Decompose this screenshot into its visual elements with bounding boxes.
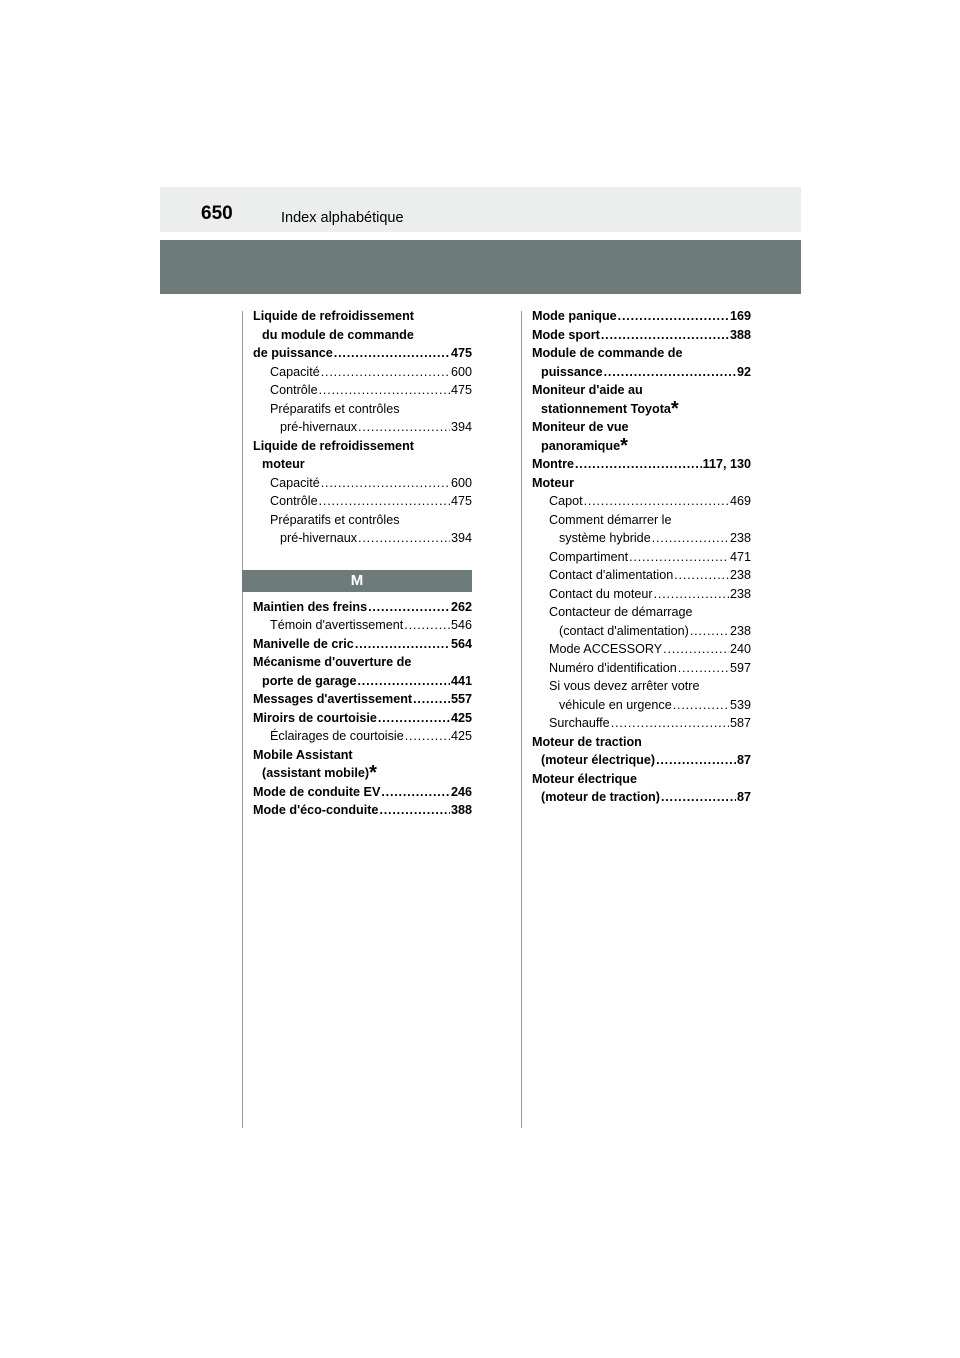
entry-text: Mode de conduite EV [253, 784, 381, 799]
entry-text: Contact d'alimentation [549, 568, 674, 582]
index-column-left [253, 307, 472, 820]
dot-leader [334, 344, 450, 363]
dot-leader [404, 616, 450, 635]
entry-text: moteur [262, 457, 305, 471]
index-entry [253, 418, 472, 437]
entry-text: véhicule en urgence [559, 697, 672, 712]
entry-text: Module de commande de [532, 346, 683, 360]
index-entry [253, 437, 472, 456]
index-entry [253, 307, 472, 326]
entry-text: Compartiment [549, 549, 629, 564]
dot-leader [413, 690, 450, 709]
dot-leader [673, 696, 729, 715]
index-entry [253, 381, 472, 400]
index-entry [532, 434, 751, 457]
index-entry [532, 714, 751, 733]
index-entry [253, 492, 472, 511]
entry-text: Liquide de refroidissement [253, 438, 414, 453]
index-entry [253, 474, 472, 493]
index-entry [532, 548, 751, 567]
entry-text: (moteur de traction) [541, 790, 660, 804]
entry-text: Contrôle [270, 383, 318, 397]
index-entry [253, 326, 472, 345]
index-entry [532, 566, 751, 585]
page-reference: 238 [729, 531, 751, 545]
index-column-right [532, 307, 751, 807]
asterisk-icon: * [369, 762, 377, 784]
page-reference: 475 [450, 383, 472, 397]
page-reference: 557 [450, 692, 472, 706]
entry-text: Préparatifs et contrôles [270, 401, 400, 416]
page-reference: 394 [450, 531, 472, 545]
entry-text: Mobile Assistant [253, 747, 353, 762]
page-reference: 238 [729, 568, 751, 582]
page-reference: 475 [450, 494, 472, 508]
entry-text: porte de garage [262, 673, 357, 688]
index-entry [532, 397, 751, 420]
dot-leader [661, 788, 736, 807]
index-entry [532, 751, 751, 770]
entry-text: Moteur électrique [532, 771, 637, 786]
entry-text: système hybride [559, 531, 651, 545]
index-entry [532, 640, 751, 659]
entry-text: Messages d'avertissement [253, 692, 413, 706]
entry-text: de puissance [253, 346, 333, 360]
page-reference: 546 [450, 618, 472, 632]
index-entry [532, 770, 751, 789]
index-entry [253, 363, 472, 382]
dot-leader [678, 659, 729, 678]
page-reference: 238 [729, 586, 751, 601]
dot-leader [319, 492, 450, 511]
page-reference: 539 [729, 697, 751, 712]
entry-text: Témoin d'avertissement [270, 618, 404, 632]
entry-text: Montre [532, 457, 574, 471]
left-column-rule [242, 311, 243, 1128]
entry-text: Capot [549, 494, 583, 508]
index-entry [532, 474, 751, 493]
index-entry [532, 659, 751, 678]
entry-text: Si vous devez arrêter votre [549, 679, 700, 693]
index-entry [532, 733, 751, 752]
page-reference: 394 [450, 420, 472, 434]
dot-leader [358, 418, 450, 437]
dot-leader [656, 751, 736, 770]
index-entry [253, 801, 472, 820]
index-entry [253, 400, 472, 419]
index-entry [532, 363, 751, 382]
page-reference: 597 [729, 660, 751, 675]
entry-text: Mode d'éco-conduite [253, 803, 379, 817]
dot-leader [319, 381, 450, 400]
index-group [253, 437, 472, 548]
page-reference: 388 [450, 803, 472, 817]
entry-text: Mode panique [532, 309, 617, 323]
dot-leader [618, 307, 729, 326]
entry-text: Contacteur de démarrage [549, 605, 693, 619]
index-entry [532, 455, 751, 474]
dot-leader [405, 727, 450, 746]
entry-text: Maintien des freins [253, 599, 368, 614]
index-entry [532, 326, 751, 345]
page-reference: 87 [736, 790, 751, 804]
index-entry [253, 635, 472, 654]
dot-leader [604, 363, 736, 382]
index-block-bottom [253, 598, 472, 820]
index-entry [253, 764, 472, 783]
index-entry [253, 653, 472, 672]
page-reference: 469 [729, 494, 751, 508]
index-entry [253, 727, 472, 746]
index-entry [532, 788, 751, 807]
page-reference: 117, 130 [702, 457, 751, 471]
index-entry [532, 344, 751, 363]
header-bar [160, 187, 801, 232]
dot-leader [674, 566, 729, 585]
page-reference: 600 [450, 475, 472, 490]
dot-leader [690, 622, 729, 641]
entry-text: Mode ACCESSORY [549, 642, 663, 656]
index-entry [253, 616, 472, 635]
page-reference: 388 [729, 327, 751, 342]
page-number: 650 [201, 203, 233, 224]
index-entry [532, 585, 751, 604]
index-entry [532, 529, 751, 548]
index-entry [532, 622, 751, 641]
dot-leader [378, 709, 450, 728]
page-reference: 169 [729, 309, 751, 323]
header-band [160, 240, 801, 294]
asterisk-icon: * [620, 434, 628, 457]
index-entry [253, 455, 472, 474]
entry-text: Miroirs de courtoisie [253, 710, 377, 725]
dot-leader [321, 363, 450, 382]
entry-text: (assistant mobile)* [262, 762, 377, 784]
dot-leader [654, 585, 729, 604]
index-block-top [253, 307, 472, 548]
entry-text: Moteur de traction [532, 734, 642, 749]
entry-text: Préparatifs et contrôles [270, 512, 400, 527]
dot-leader [611, 714, 729, 733]
letter-heading: M [242, 570, 472, 592]
entry-text: puissance [541, 364, 603, 379]
dot-leader [379, 801, 450, 820]
entry-text: Liquide de refroidissement [253, 309, 414, 323]
index-entry [532, 381, 751, 400]
index-entry [253, 511, 472, 530]
entry-text: Capacité [270, 364, 320, 379]
index-entry [532, 492, 751, 511]
page-reference: 87 [736, 753, 751, 767]
entry-text: (contact d'alimentation) [559, 623, 689, 638]
index-entry [532, 511, 751, 530]
right-column-rule [521, 311, 522, 1128]
entry-text: Comment démarrer le [549, 512, 672, 527]
page-reference: 587 [729, 716, 751, 730]
entry-text: Surchauffe [549, 716, 610, 730]
index-entry [532, 418, 751, 437]
entry-text: Manivelle de cric [253, 636, 354, 651]
entry-text: Moniteur d'aide au [532, 383, 643, 397]
index-entry [532, 677, 751, 696]
index-entry [253, 690, 472, 709]
page-reference: 246 [450, 784, 472, 799]
page-reference: 238 [729, 623, 751, 638]
dot-leader [368, 598, 450, 617]
entry-text: Mode sport [532, 327, 600, 342]
dot-leader [601, 326, 729, 345]
entry-text: panoramique* [541, 434, 628, 457]
entry-text: du module de commande [262, 327, 414, 342]
entry-text: pré-hivernaux [280, 420, 358, 434]
dot-leader [584, 492, 729, 511]
entry-text: Capacité [270, 475, 320, 490]
dot-leader [575, 455, 702, 474]
dot-leader [357, 672, 450, 691]
dot-leader [321, 474, 450, 493]
entry-text: Mécanisme d'ouverture de [253, 655, 412, 669]
page-reference: 441 [450, 673, 472, 688]
index-entry [532, 696, 751, 715]
page-reference: 92 [736, 364, 751, 379]
page-reference: 564 [450, 636, 472, 651]
page-reference: 600 [450, 364, 472, 379]
index-entry [253, 783, 472, 802]
dot-leader [652, 529, 729, 548]
index-entry [253, 344, 472, 363]
page-reference: 425 [450, 729, 472, 743]
entry-text: Moteur [532, 475, 574, 490]
entry-text: Moniteur de vue [532, 420, 629, 434]
index-block-right [532, 307, 751, 807]
entry-text: pré-hivernaux [280, 531, 358, 545]
dot-leader [355, 635, 450, 654]
dot-leader [629, 548, 729, 567]
index-entry [253, 529, 472, 548]
dot-leader [358, 529, 450, 548]
entry-text: Numéro d'identification [549, 660, 677, 675]
entry-text: Contact du moteur [549, 586, 653, 601]
page-reference: 425 [450, 710, 472, 725]
entry-text: Éclairages de courtoisie [270, 729, 404, 743]
index-entry [253, 746, 472, 765]
asterisk-icon: * [670, 397, 679, 420]
page-reference: 240 [729, 642, 751, 656]
page-reference: 475 [450, 346, 472, 360]
entry-text: (moteur électrique) [541, 753, 656, 767]
index-entry [532, 603, 751, 622]
dot-leader [663, 640, 729, 659]
page-reference: 471 [729, 549, 751, 564]
page-reference: 262 [450, 599, 472, 614]
index-entry [532, 307, 751, 326]
dot-leader [381, 783, 450, 802]
index-entry [253, 598, 472, 617]
entry-text: stationnement Toyota* [541, 397, 679, 420]
entry-text: Contrôle [270, 494, 318, 508]
section-title: Index alphabétique [281, 210, 404, 226]
index-entry [253, 709, 472, 728]
index-group [253, 307, 472, 437]
index-entry [253, 672, 472, 691]
